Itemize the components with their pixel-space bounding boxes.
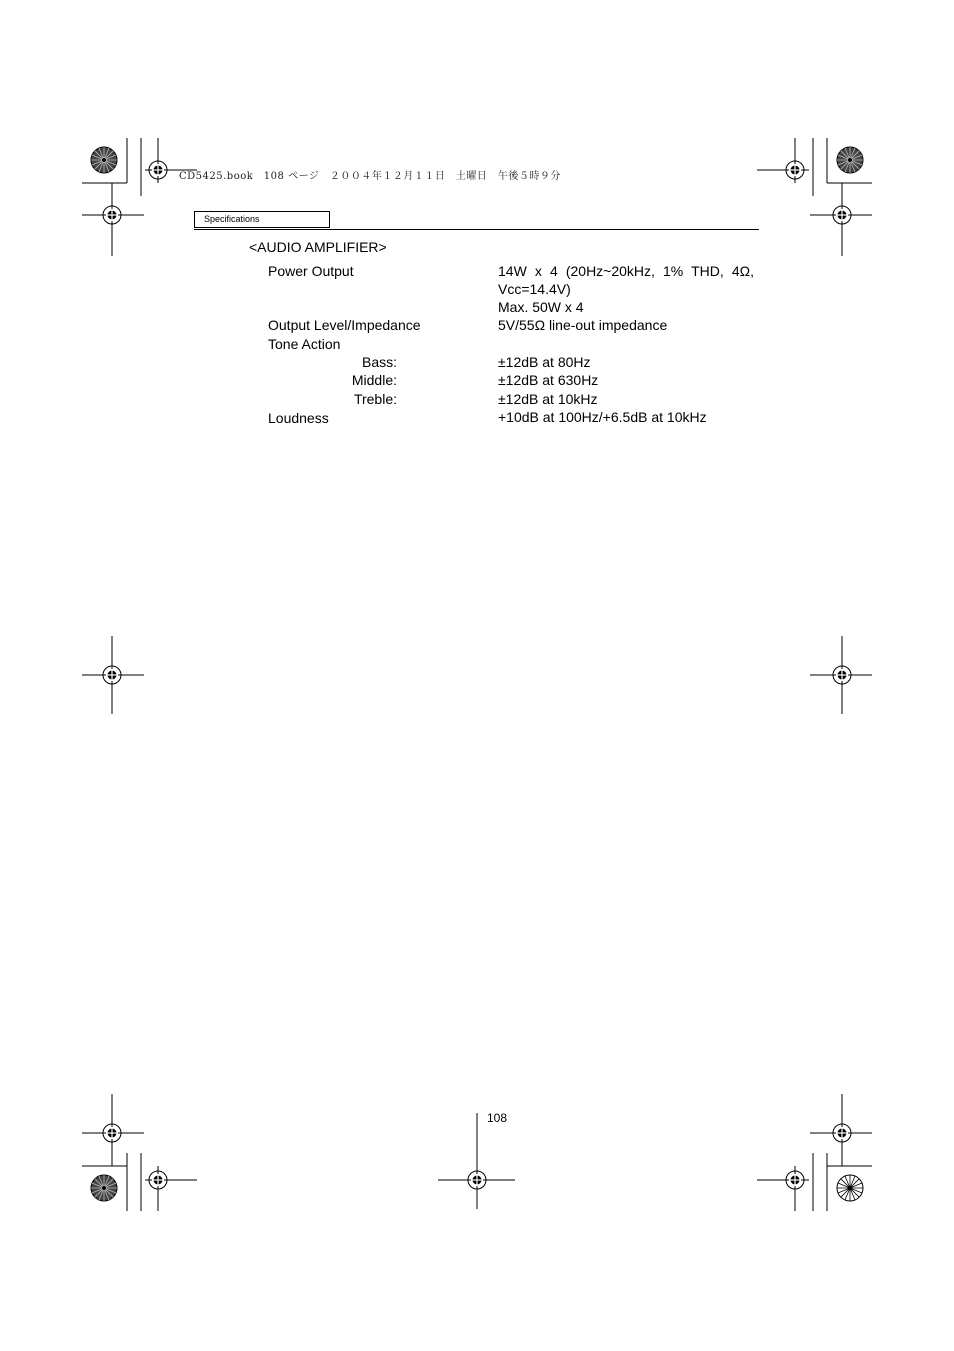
middle-value: ±12dB at 630Hz [498, 372, 599, 388]
power-output-value-line3: Max. 50W x 4 [498, 299, 584, 315]
section-rule [194, 229, 759, 230]
bass-label: Bass: [361, 354, 397, 370]
print-header: CD5425.book 108 ページ ２００４年１２月１１日 土曜日 午後５時９分 [179, 171, 561, 182]
page-number: 108 [487, 1111, 508, 1125]
tone-action-label: Tone Action [268, 336, 341, 352]
power-output-value-line2: Vcc=14.4V) [498, 281, 571, 297]
power-output-value-line1: 14W x 4 (20Hz~20kHz, 1% THD, 4Ω, [498, 263, 754, 279]
output-level-value: 5V/55Ω line-out impedance [498, 317, 668, 333]
loudness-label: Loudness [268, 410, 329, 426]
loudness-value: +10dB at 100Hz/+6.5dB at 10kHz [498, 409, 707, 425]
bass-value: ±12dB at 80Hz [498, 354, 591, 370]
treble-label: Treble: [353, 391, 397, 407]
treble-value: ±12dB at 10kHz [498, 391, 598, 407]
section-tab: Specifications [194, 211, 330, 228]
output-level-label: Output Level/Impedance [268, 317, 421, 333]
power-output-label: Power Output [268, 263, 354, 279]
middle-label: Middle: [351, 372, 397, 388]
section-heading: <AUDIO AMPLIFIER> [249, 239, 387, 255]
